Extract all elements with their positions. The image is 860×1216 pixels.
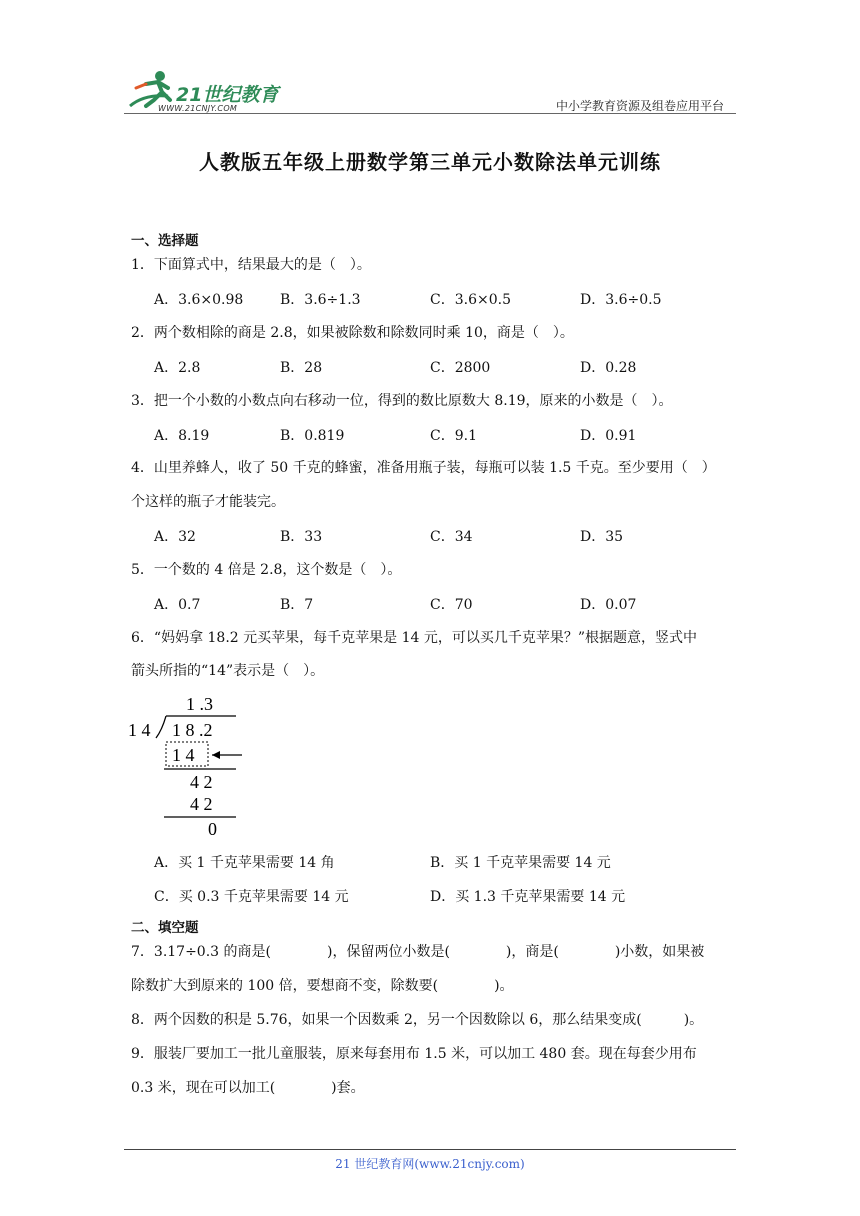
division-step1: 1 4 <box>172 745 195 765</box>
platform-label: 中小学教育资源及组卷应用平台 <box>555 99 724 113</box>
division-divisor: 1 4 <box>128 720 151 740</box>
question-4-line1: 4．山里养蜂人，收了 50 千克的蜂蜜，准备用瓶子装，每瓶可以装 1.5 千克。至少要用（ ） <box>131 460 716 476</box>
q4-option-a[interactable]: A．32 <box>154 529 196 545</box>
arrow-left-icon <box>212 751 220 759</box>
question-6-line1: 6．“妈妈拿 18.2 元买苹果，每千克苹果是 14 元，可以买几千克苹果？”根据题意，竖式中 <box>131 630 698 646</box>
q3-option-a[interactable]: A．8.19 <box>154 428 210 444</box>
q5-option-b[interactable]: B．7 <box>280 597 314 613</box>
q4-option-d[interactable]: D．35 <box>580 529 624 545</box>
q3-option-c[interactable]: C．9.1 <box>430 428 477 444</box>
question-7-line1: 7．3.17÷0.3 的商是( )，保留两位小数是( )，商是( )小数，如果被 <box>131 944 705 960</box>
q2-option-a[interactable]: A．2.8 <box>154 360 201 376</box>
logo-text: 21世纪教育 <box>176 84 279 106</box>
q6-option-d[interactable]: D．买 1.3 千克苹果需要 14 元 <box>430 889 626 905</box>
section-choice-heading: 一、选择题 <box>131 233 199 249</box>
q2-option-d[interactable]: D．0.28 <box>580 360 637 376</box>
question-1: 1．下面算式中，结果最大的是（ ）。 <box>131 257 371 273</box>
question-7-line2: 除数扩大到原来的 100 倍，要想商不变，除数要( )。 <box>131 978 514 994</box>
q6-option-c[interactable]: C．买 0.3 千克苹果需要 14 元 <box>154 889 349 905</box>
q3-option-b[interactable]: B．0.819 <box>280 428 345 444</box>
q6-option-a[interactable]: A．买 1 千克苹果需要 14 角 <box>154 855 335 871</box>
page-title: 人教版五年级上册数学第三单元小数除法单元训练 <box>199 150 661 174</box>
division-quotient: 1 .3 <box>186 694 213 714</box>
q2-option-b[interactable]: B．28 <box>280 360 323 376</box>
division-dividend: 1 8 .2 <box>172 720 213 740</box>
question-9-line2: 0.3 米，现在可以加工( )套。 <box>131 1080 365 1096</box>
q5-option-a[interactable]: A．0.7 <box>154 597 201 613</box>
q3-option-d[interactable]: D．0.91 <box>580 428 637 444</box>
q4-option-b[interactable]: B．33 <box>280 529 323 545</box>
question-5: 5．一个数的 4 倍是 2.8，这个数是（ ）。 <box>131 562 402 578</box>
question-3: 3．把一个小数的小数点向右移动一位，得到的数比原数大 8.19，原来的小数是（ ）。 <box>131 393 673 409</box>
question-4-line2: 个这样的瓶子才能装完。 <box>131 494 285 510</box>
q4-option-c[interactable]: C．34 <box>430 529 473 545</box>
division-remainder: 0 <box>208 819 217 839</box>
footer-link[interactable]: 21 世纪教育网(www.21cnjy.com) <box>335 1157 525 1171</box>
q2-option-c[interactable]: C．2800 <box>430 360 491 376</box>
question-6-line2: 箭头所指的“14”表示是（ ）。 <box>131 663 325 679</box>
question-8: 8．两个因数的积是 5.76，如果一个因数乘 2，另一个因数除以 6，那么结果变成( )。 <box>131 1012 704 1028</box>
division-step2a: 4 2 <box>190 772 213 792</box>
q1-option-c[interactable]: C．3.6×0.5 <box>430 292 511 308</box>
section-fill-heading: 二、填空题 <box>131 920 199 936</box>
division-bracket <box>156 716 166 738</box>
question-9-line1: 9．服装厂要加工一批儿童服装，原来每套用布 1.5 米，可以加工 480 套。现在每套少用布 <box>131 1046 697 1062</box>
q5-option-c[interactable]: C．70 <box>430 597 473 613</box>
division-step2b: 4 2 <box>190 794 213 814</box>
footer-divider <box>124 1149 736 1150</box>
q1-option-d[interactable]: D．3.6÷0.5 <box>580 292 662 308</box>
q6-option-b[interactable]: B．买 1 千克苹果需要 14 元 <box>430 855 611 871</box>
question-2: 2．两个数相除的商是 2.8，如果被除数和除数同时乘 10，商是（ ）。 <box>131 325 574 341</box>
header-divider <box>124 113 736 114</box>
q1-option-b[interactable]: B．3.6÷1.3 <box>280 292 361 308</box>
q1-option-a[interactable]: A．3.6×0.98 <box>154 292 244 308</box>
q5-option-d[interactable]: D．0.07 <box>580 597 637 613</box>
long-division-figure <box>124 690 264 840</box>
logo-subtext: WWW.21CNJY.COM <box>158 104 238 113</box>
